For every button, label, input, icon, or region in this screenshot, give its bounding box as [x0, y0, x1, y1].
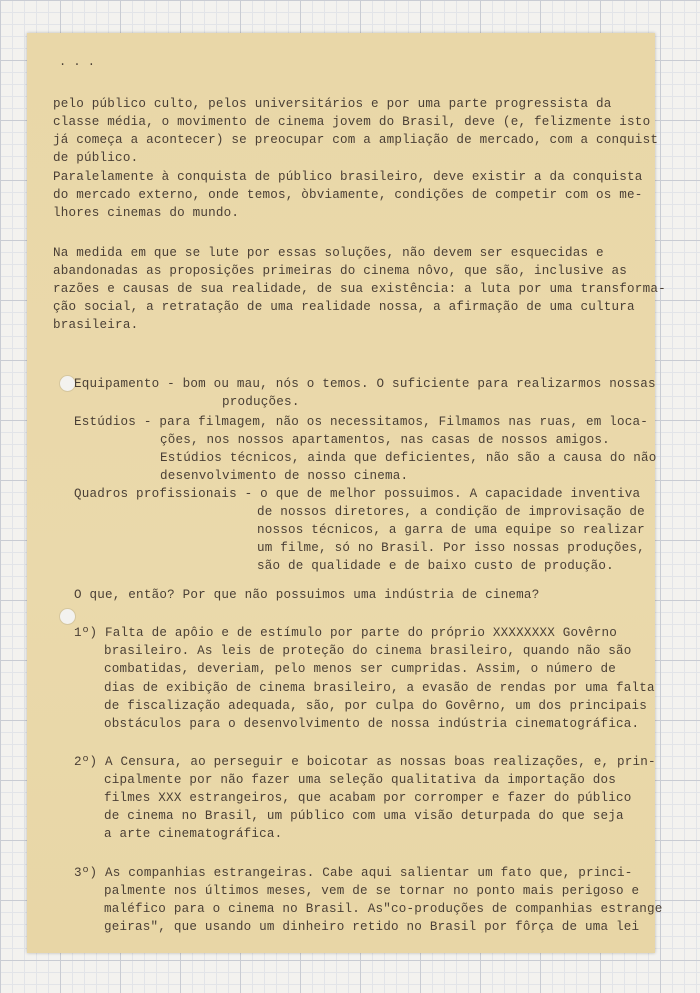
text-line: já começa a acontecer) se preocupar com a ampliação de mercado, com a conquist	[53, 133, 659, 147]
text-line: 2º) A Censura, ao perseguir e boicotar as nossas boas realizações, e, prin-	[74, 755, 656, 769]
text-line: classe média, o movimento de cinema jovem do Brasil, deve (e, felizmente isto	[53, 115, 651, 129]
typewritten-page	[27, 33, 666, 953]
text-line: razões e causas de sua realidade, de sua existência: a luta por uma transforma-	[53, 282, 666, 296]
text-line: Paralelamente à conquista de público brasileiro, deve existir a da conquista	[53, 170, 643, 184]
text-line: Na medida em que se lute por essas soluções, não devem ser esquecidas e	[53, 246, 604, 260]
text-line: 3º) As companhias estrangeiras. Cabe aqui salientar um fato que, princi-	[74, 866, 633, 880]
text-line: um filme, só no Brasil. Por isso nossas produções,	[257, 541, 645, 555]
text-line: de público.	[53, 151, 139, 165]
text-line: ção social, a retratação de uma realidade nossa, a afirmação de uma cultura	[53, 300, 635, 314]
text-line: pelo público culto, pelos universitários e por uma parte progressista da	[53, 97, 612, 111]
text-line: a arte cinematográfica.	[104, 827, 283, 841]
text-line: abandonadas as proposições primeiras do cinema nôvo, que são, inclusive as	[53, 264, 628, 278]
text-line: Estúdios - para filmagem, não os necessitamos, Filmamos nas ruas, em loca-	[74, 415, 649, 429]
text-line: Estúdios técnicos, ainda que deficientes, não são a causa do não	[160, 451, 657, 465]
text-line: desenvolvimento de nosso cinema.	[160, 469, 409, 483]
text-line: palmente nos últimos meses, vem de se tornar no ponto mais perigoso e	[104, 884, 640, 898]
text-line: cipalmente por não fazer uma seleção qualitativa da importação dos	[104, 773, 616, 787]
text-line: do mercado externo, onde temos, òbviamente, condições de competir com os me-	[53, 188, 643, 202]
text-line: de nossos diretores, a condição de improvisação de	[257, 505, 645, 519]
text-line: filmes XXX estrangeiros, que acabam por corromper e fazer do público	[104, 791, 632, 805]
punch-hole-bottom	[59, 608, 76, 625]
text-line: Quadros profissionais - o que de melhor possuimos. A capacidade inventiva	[74, 487, 641, 501]
text-line: de fiscalização adequada, são, por culpa do Govêrno, um dos principais	[104, 699, 648, 713]
text-line: 1º) Falta de apôio e de estímulo por parte do próprio XXXXXXXX Govêrno	[74, 626, 618, 640]
text-line: dias de exibição de cinema brasileiro, a evasão de rendas por uma falta	[104, 681, 655, 695]
text-line: geiras", que usando um dinheiro retido no Brasil por fôrça de uma lei	[104, 920, 640, 934]
text-line: lhores cinemas do mundo.	[53, 206, 240, 220]
text-line: combatidas, deveriam, pelo menos ser cumpridas. Assim, o número de	[104, 662, 616, 676]
text-line: brasileira.	[53, 318, 139, 332]
text-line: produções.	[222, 395, 300, 409]
text-line: O que, então? Por que não possuimos uma indústria de cinema?	[74, 588, 540, 602]
text-line: são de qualidade e de baixo custo de produção.	[257, 559, 614, 573]
text-line: ções, nos nossos apartamentos, nas casas de nossos amigos.	[160, 433, 610, 447]
text-line: Equipamento - bom ou mau, nós o temos. O suficiente para realizarmos nossas	[74, 377, 656, 391]
page-top-mark: . . .	[59, 55, 96, 69]
text-line: maléfico para o cinema no Brasil. As"co-produções de companhias estrange	[104, 902, 663, 916]
text-line: de cinema no Brasil, um público com uma visão deturpada do que seja	[104, 809, 624, 823]
text-line: brasileiro. As leis de proteção do cinema brasileiro, quando não são	[104, 644, 632, 658]
text-line: obstáculos para o desenvolvimento de nossa indústria cinematográfica.	[104, 717, 640, 731]
text-line: nossos técnicos, a garra de uma equipe so realizar	[257, 523, 645, 537]
